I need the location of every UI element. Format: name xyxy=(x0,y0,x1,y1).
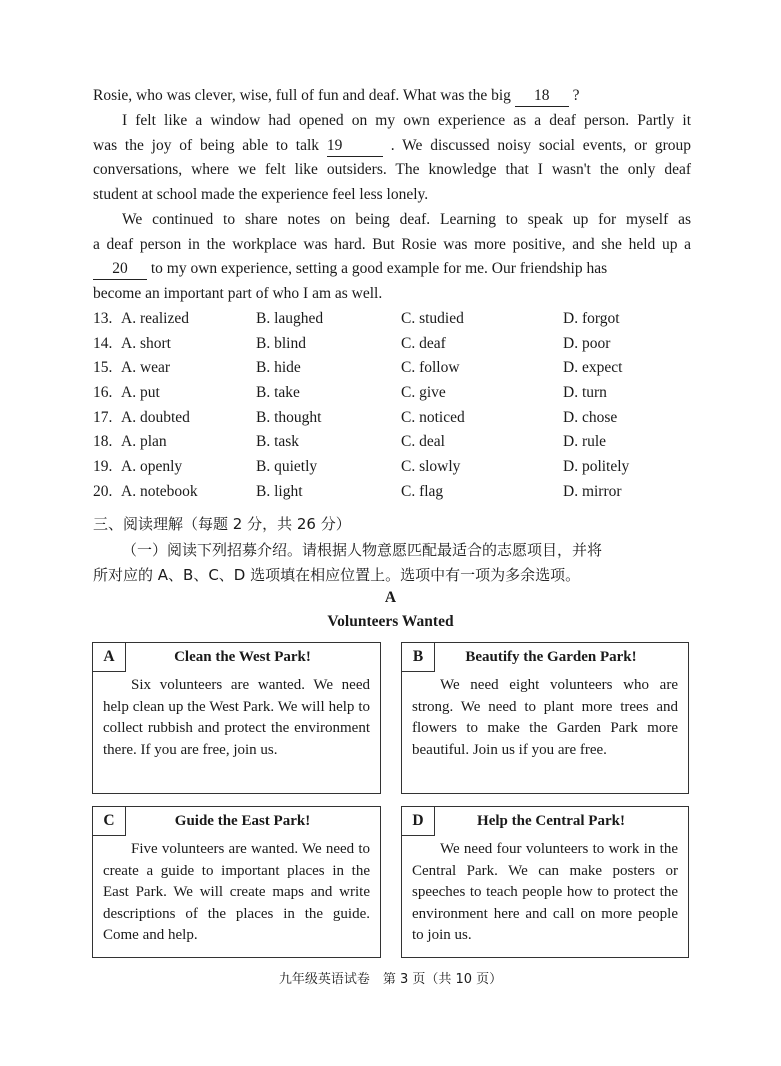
option-a: A. doubted xyxy=(121,409,190,426)
option-b: B. laughed xyxy=(256,310,324,327)
card-title: Beautify the Garden Park! xyxy=(465,649,637,665)
option-d: D. mirror xyxy=(563,483,622,500)
question-number: 16. xyxy=(93,384,113,401)
option-d: D. rule xyxy=(563,433,607,450)
card-body: We need eight volunteers who are strong. We need to plant more trees and flowers to make the Garden Park more beautiful. Join us if you are free. xyxy=(412,677,678,758)
passage-text: ? xyxy=(568,87,580,104)
question-number: 17. xyxy=(93,409,113,426)
passage-line: a deaf person in the workplace was hard. But Rosie was more positive, and she held up a xyxy=(93,236,691,253)
option-c: C. follow xyxy=(401,359,460,376)
option-b: B. blind xyxy=(256,335,306,352)
option-c: C. flag xyxy=(401,483,444,500)
passage-line xyxy=(93,86,691,107)
option-c: C. give xyxy=(401,384,446,401)
option-a: A. openly xyxy=(121,458,183,475)
passage-line: become an important part of who I am as well. xyxy=(93,285,383,302)
question-number: 15. xyxy=(93,359,113,376)
question-number: 13. xyxy=(93,310,113,327)
card-title: Guide the East Park! xyxy=(174,813,311,829)
card-d xyxy=(401,806,689,958)
blank-18: 18 xyxy=(515,86,569,107)
passage-line xyxy=(93,136,691,157)
option-d: D. politely xyxy=(563,458,630,475)
option-a: A. plan xyxy=(121,433,167,450)
option-c: C. deaf xyxy=(401,335,446,352)
card-title: Clean the West Park! xyxy=(174,649,311,665)
passage-line xyxy=(93,259,691,280)
option-b: B. hide xyxy=(256,359,301,376)
page-footer: 九年级英语试卷 第 3 页（共 10 页） xyxy=(278,972,503,987)
card-b xyxy=(401,642,689,794)
option-b: B. task xyxy=(256,433,300,450)
card-body: We need four volunteers to work in the Central Park. We can make posters or speeches to teach people how to protect the environment here and call on more people to join us. xyxy=(412,841,678,943)
option-c: C. slowly xyxy=(401,458,461,475)
option-b: B. quietly xyxy=(256,458,318,475)
passage-text: was the joy of being able to talk xyxy=(93,137,327,154)
option-a: A. wear xyxy=(121,359,171,376)
option-b: B. take xyxy=(256,384,300,401)
option-d: D. poor xyxy=(563,335,611,352)
question-number: 14. xyxy=(93,335,113,352)
card-body: Five volunteers are wanted. We need to create a guide to important places in the East Park. We will create maps and write descriptions of the places in the guide. Come and help. xyxy=(103,841,370,943)
passage-line: We continued to share notes on being deaf. Learning to speak up for myself as xyxy=(122,211,691,228)
passage-text: Rosie, who was clever, wise, full of fun and deaf. What was the big xyxy=(93,87,515,104)
section-heading: 三、阅读理解（每题 2 分，共 26 分） xyxy=(93,515,351,533)
section-instruction: 所对应的 A、B、C、D 选项填在相应位置上。选项中有一项为多余选项。 xyxy=(93,566,581,584)
passage-title: Volunteers Wanted xyxy=(327,613,454,630)
option-c: C. noticed xyxy=(401,409,465,426)
option-d: D. turn xyxy=(563,384,607,401)
passage-line: conversations, where we felt like outsiders. The knowledge that I wasn't the only deaf xyxy=(93,161,691,178)
option-a: A. notebook xyxy=(121,483,198,500)
option-c: C. deal xyxy=(401,433,445,450)
card-letter: A xyxy=(93,643,126,672)
passage-text: to my own experience, setting a good example for me. Our friendship has xyxy=(147,260,608,277)
option-a: A. realized xyxy=(121,310,189,327)
option-c: C. studied xyxy=(401,310,464,327)
card-c xyxy=(92,806,381,958)
option-a: A. put xyxy=(121,384,160,401)
option-d: D. chose xyxy=(563,409,618,426)
blank-20: 20 xyxy=(93,259,147,280)
passage-line: I felt like a window had opened on my own experience as a deaf person. Partly it xyxy=(122,112,691,129)
card-a xyxy=(92,642,381,794)
part-label: A xyxy=(384,589,397,606)
card-letter: C xyxy=(93,807,126,836)
card-letter: B xyxy=(402,643,435,672)
question-number: 20. xyxy=(93,483,113,500)
card-title: Help the Central Park! xyxy=(477,813,625,829)
option-d: D. forgot xyxy=(563,310,620,327)
question-number: 18. xyxy=(93,433,113,450)
card-body: Six volunteers are wanted. We need help clean up the West Park. We will help to collect rubbish and protect the environment there. If you are free, join us. xyxy=(103,677,370,758)
option-b: B. light xyxy=(256,483,303,500)
question-number: 19. xyxy=(93,458,113,475)
blank-19: 19 xyxy=(327,136,383,157)
passage-text: . We discussed noisy social events, or group xyxy=(382,137,691,154)
option-a: A. short xyxy=(121,335,171,352)
section-instruction: （一）阅读下列招募介绍。请根据人物意愿匹配最适合的志愿项目，并将 xyxy=(122,541,603,559)
option-d: D. expect xyxy=(563,359,623,376)
passage-line: student at school made the experience feel less lonely. xyxy=(93,186,429,203)
card-letter: D xyxy=(402,807,435,836)
option-b: B. thought xyxy=(256,409,322,426)
